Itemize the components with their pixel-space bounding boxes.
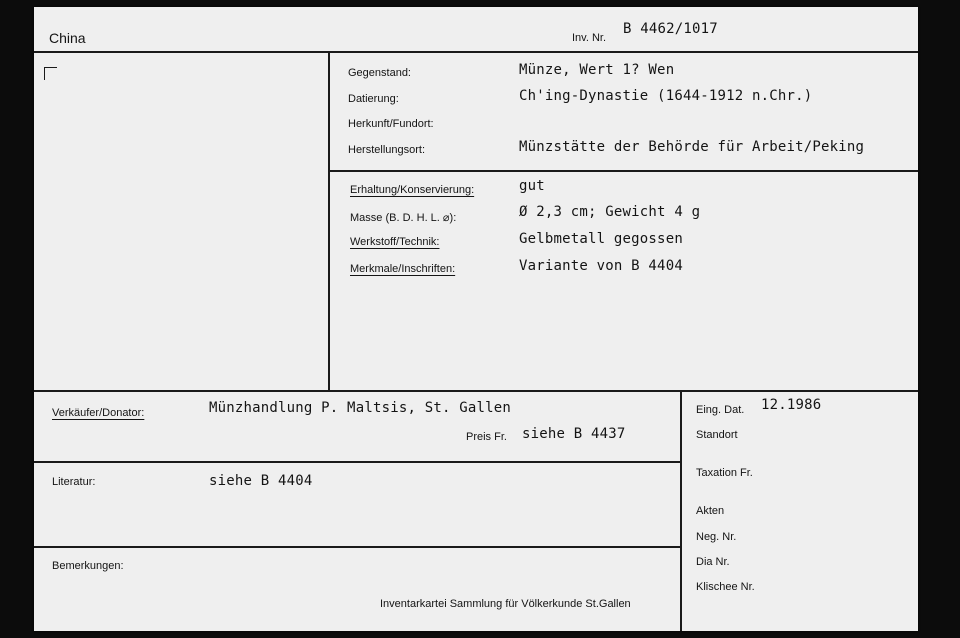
standort-label: Standort [696, 429, 738, 441]
preis-value: siehe B 4437 [522, 426, 626, 442]
werkstoff-value: Gelbmetall gegossen [519, 231, 683, 247]
masse-label: Masse (B. D. H. L. ⌀): [350, 212, 457, 224]
preis-divider [34, 461, 681, 463]
inventory-card [34, 7, 918, 631]
country-label: China [49, 30, 86, 46]
erhaltung-label: Erhaltung/Konservierung: [350, 184, 475, 196]
taxation-label: Taxation Fr. [696, 467, 753, 479]
literatur-label: Literatur: [52, 476, 96, 488]
corner-mark [44, 67, 57, 80]
herstellungsort-value: Münzstätte der Behörde für Arbeit/Peking [519, 139, 865, 155]
herstellungsort-label: Herstellungsort: [348, 144, 426, 156]
neg-nr-label: Neg. Nr. [696, 531, 737, 543]
erhaltung-value: gut [519, 178, 545, 194]
left-column-divider [328, 52, 330, 391]
dia-nr-label: Dia Nr. [696, 556, 730, 568]
gegenstand-value: Münze, Wert 1? Wen [519, 62, 675, 78]
werkstoff-label: Werkstoff/Technik: [350, 236, 440, 248]
preis-label: Preis Fr. [466, 431, 507, 443]
masse-value: Ø 2,3 cm; Gewicht 4 g [519, 204, 701, 220]
eing-dat-label: Eing. Dat. [696, 404, 745, 416]
merkmale-label: Merkmale/Inschriften: [350, 263, 456, 275]
herkunft-label: Herkunft/Fundort: [348, 118, 434, 130]
merkmale-value: Variante von B 4404 [519, 258, 683, 274]
eing-dat-value: 12.1986 [761, 397, 822, 413]
akten-label: Akten [696, 505, 725, 517]
klischee-nr-label: Klischee Nr. [696, 581, 755, 593]
literatur-divider [34, 546, 681, 548]
header-divider [34, 51, 918, 53]
datierung-value: Ch'ing-Dynastie (1644-1912 n.Chr.) [519, 88, 813, 104]
literatur-value: siehe B 4404 [209, 473, 313, 489]
inv-nr-value: B 4462/1017 [623, 21, 718, 37]
gegenstand-label: Gegenstand: [348, 67, 411, 79]
object-divider [329, 170, 918, 172]
admin-column-divider [680, 391, 682, 631]
datierung-label: Datierung: [348, 93, 399, 105]
lower-divider [34, 390, 918, 392]
footer-text: Inventarkartei Sammlung für Völkerkunde St.Gallen [380, 598, 631, 610]
verkaeufer-value: Münzhandlung P. Maltsis, St. Gallen [209, 400, 512, 416]
bemerkungen-label: Bemerkungen: [52, 560, 124, 572]
verkaeufer-label: Verkäufer/Donator: [52, 407, 145, 419]
inv-nr-label: Inv. Nr. [572, 32, 607, 44]
